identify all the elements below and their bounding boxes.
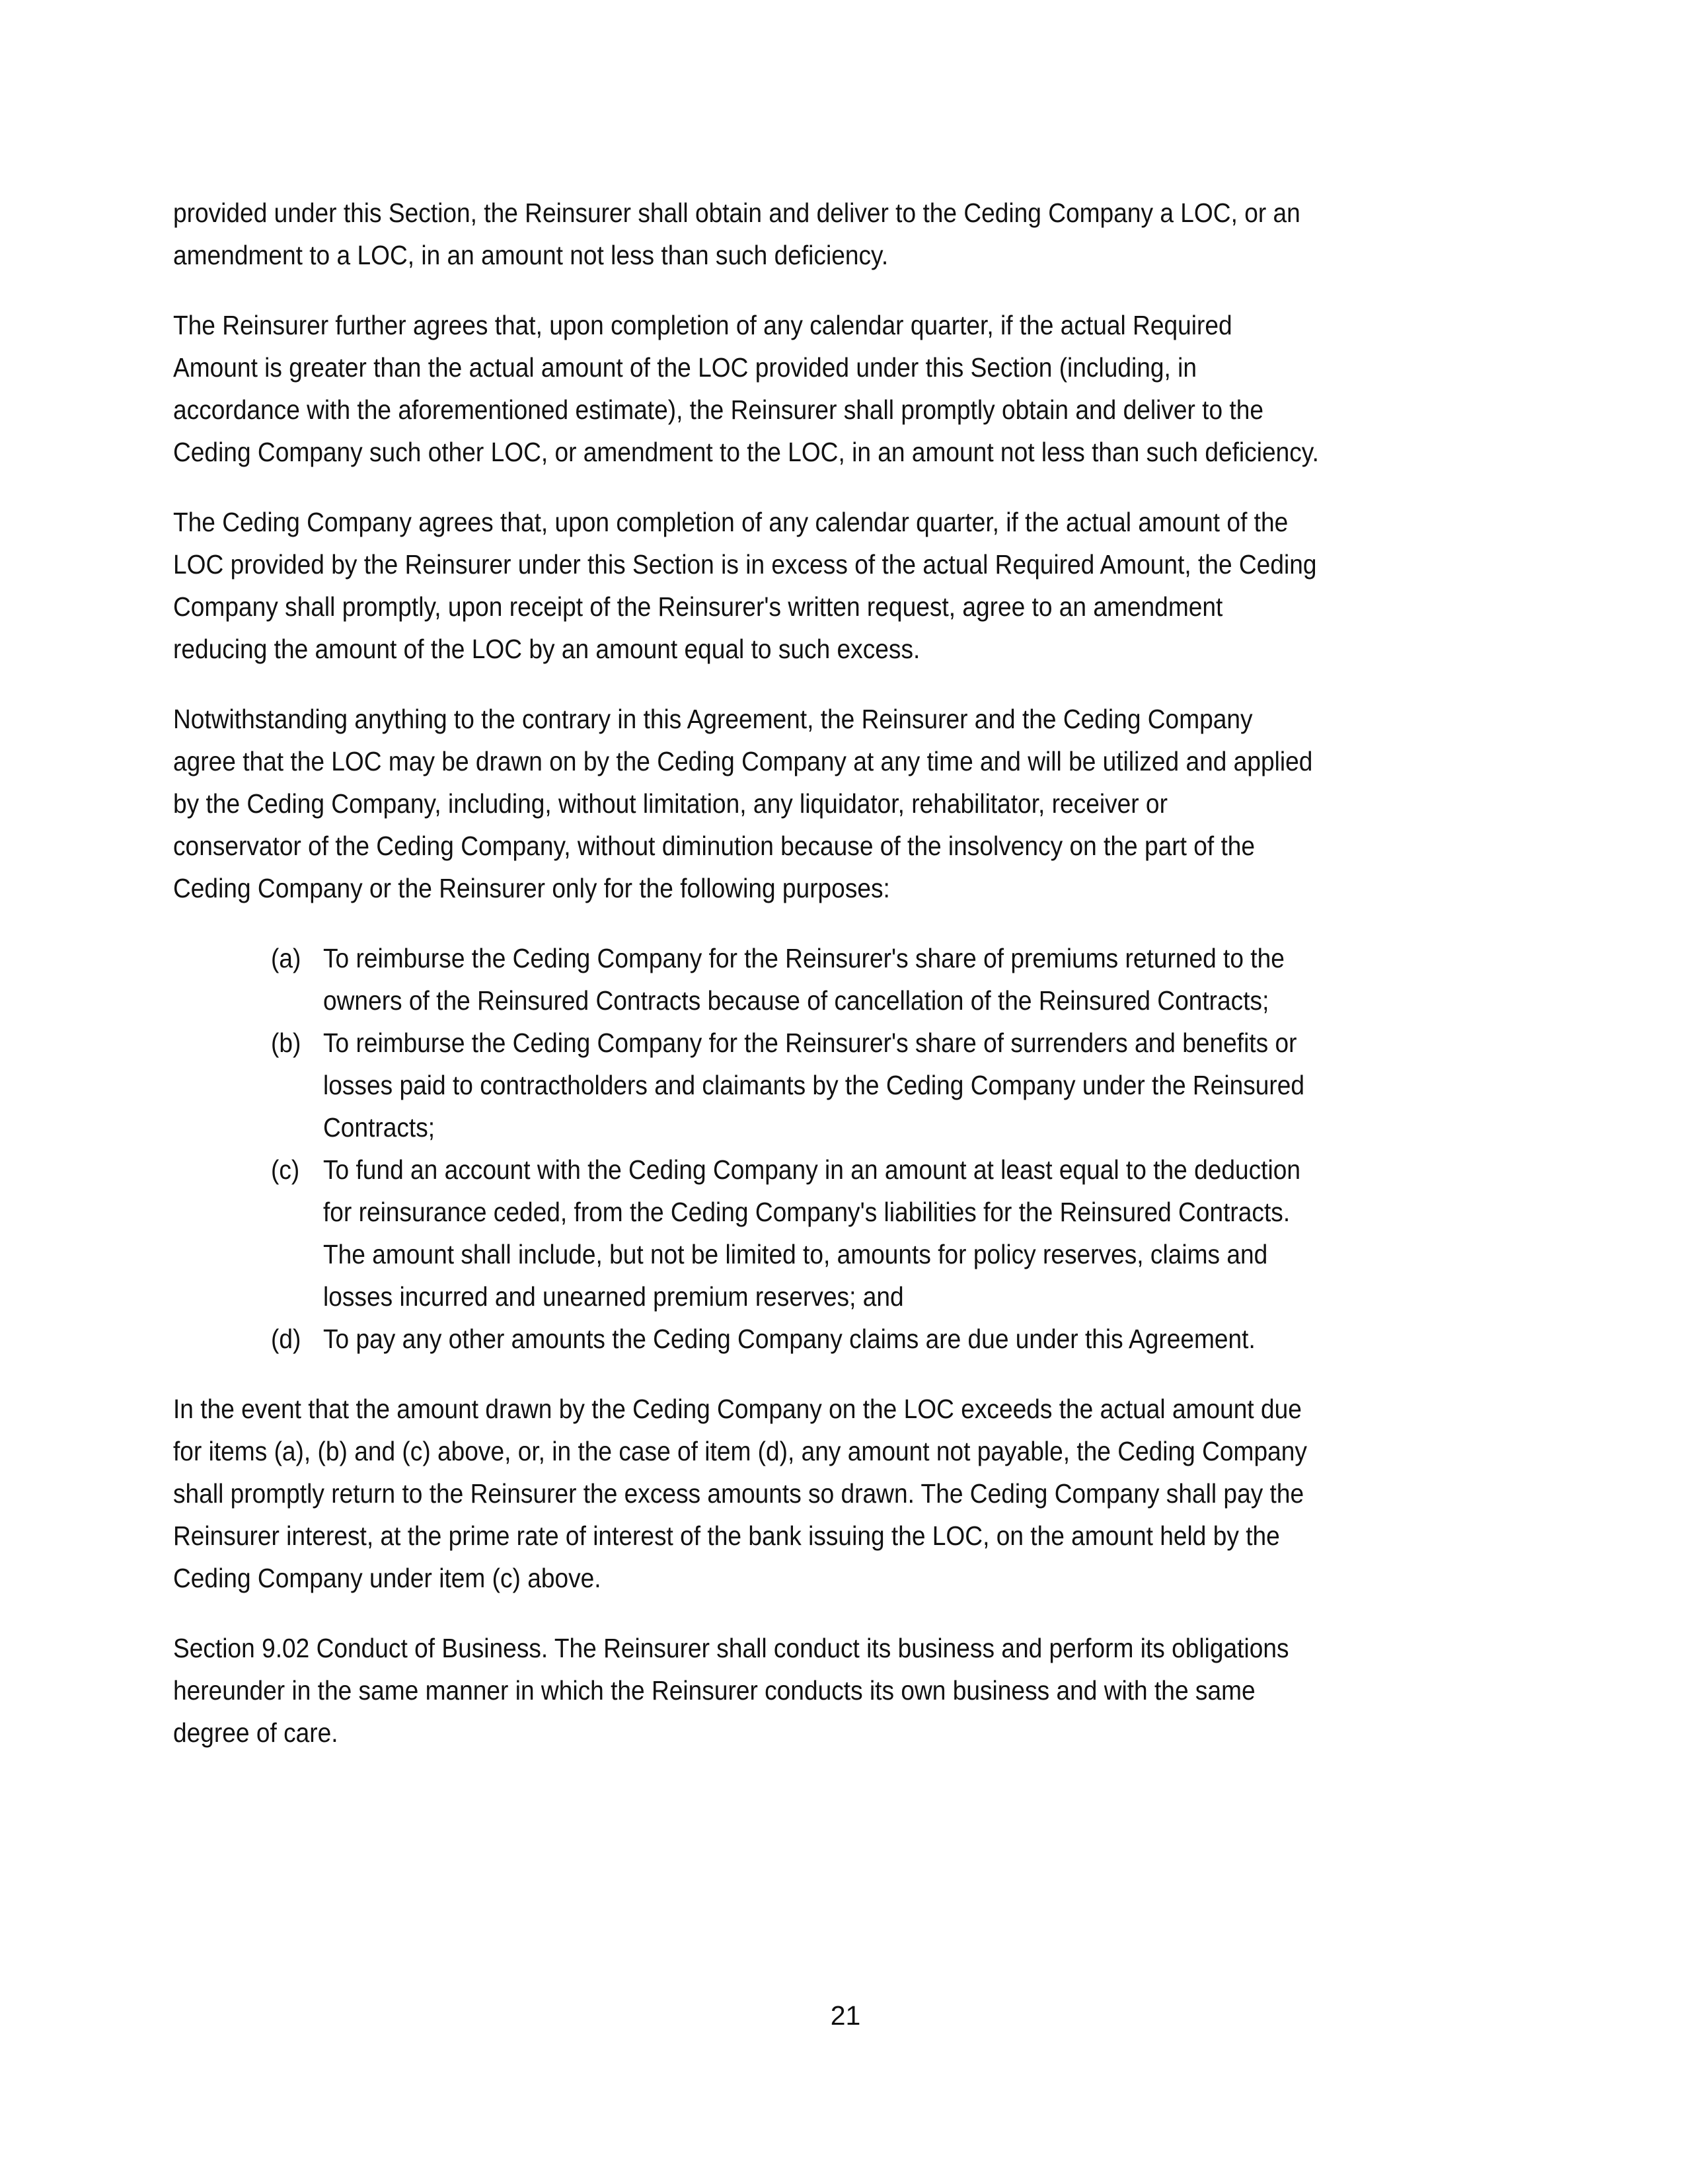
text-line: Ceding Company under item (c) above. xyxy=(173,1563,601,1593)
text-line: To pay any other amounts the Ceding Company claims are due under this Agreement. xyxy=(323,1324,1256,1354)
text-line: Reinsurer interest, at the prime rate of interest of the bank issuing the LOC, on the amount held by the xyxy=(173,1521,1280,1551)
text-line: amendment to a LOC, in an amount not less than such deficiency. xyxy=(173,240,889,270)
text-line: To fund an account with the Ceding Company in an amount at least equal to the deduction xyxy=(323,1154,1301,1185)
text-line: conservator of the Ceding Company, without diminution because of the insolvency on the part of the xyxy=(173,831,1256,861)
text-line: degree of care. xyxy=(173,1717,338,1748)
text-line: reducing the amount of the LOC by an amount equal to such excess. xyxy=(173,634,921,664)
text-line: The Reinsurer further agrees that, upon completion of any calendar quarter, if the actual Required xyxy=(173,310,1232,340)
text-line: Notwithstanding anything to the contrary in this Agreement, the Reinsurer and the Ceding Company xyxy=(173,704,1253,734)
text-line: Ceding Company or the Reinsurer only for the following purposes: xyxy=(173,873,890,903)
text-line: Ceding Company such other LOC, or amendment to the LOC, in an amount not less than such deficiency. xyxy=(173,437,1319,467)
list-item xyxy=(173,1022,1521,1148)
list-item-label: (c) xyxy=(271,1154,300,1185)
paragraph xyxy=(173,501,1521,670)
text-line: To reimburse the Ceding Company for the Reinsurer's share of premiums returned to the xyxy=(323,943,1285,973)
purposes-list xyxy=(173,937,1521,1360)
page-number: 21 xyxy=(830,2000,861,2031)
text-line: provided under this Section, the Reinsurer shall obtain and deliver to the Ceding Company a LOC, or an xyxy=(173,198,1300,228)
text-line: LOC provided by the Reinsurer under this Section is in excess of the actual Required Amount, the Ceding xyxy=(173,549,1317,580)
list-item xyxy=(173,937,1521,1022)
text-line: shall promptly return to the Reinsurer the excess amounts so drawn. The Ceding Company shall pay the xyxy=(173,1478,1304,1509)
list-item-label: (b) xyxy=(271,1028,301,1058)
text-line: losses paid to contractholders and claimants by the Ceding Company under the Reinsured xyxy=(323,1070,1305,1100)
text-line: In the event that the amount drawn by the Ceding Company on the LOC exceeds the actual amount due xyxy=(173,1394,1302,1424)
paragraph xyxy=(173,1627,1521,1754)
list-item-label: (a) xyxy=(271,943,301,973)
text-line: owners of the Reinsured Contracts because of cancellation of the Reinsured Contracts; xyxy=(323,985,1269,1016)
text-line: Company shall promptly, upon receipt of the Reinsurer's written request, agree to an amendment xyxy=(173,591,1223,622)
text-line: Section 9.02 Conduct of Business. The Reinsurer shall conduct its business and perform its obligations xyxy=(173,1633,1289,1663)
document-page xyxy=(173,192,1521,1782)
text-line: Amount is greater than the actual amount of the LOC provided under this Section (including, in xyxy=(173,352,1197,383)
text-line: To reimburse the Ceding Company for the Reinsurer's share of surrenders and benefits or xyxy=(323,1028,1297,1058)
list-item xyxy=(173,1318,1521,1360)
text-line: accordance with the aforementioned estimate), the Reinsurer shall promptly obtain and deliver to the xyxy=(173,395,1264,425)
list-item xyxy=(173,1148,1521,1318)
text-line: The amount shall include, but not be limited to, amounts for policy reserves, claims and xyxy=(323,1239,1268,1269)
text-line: agree that the LOC may be drawn on by the Ceding Company at any time and will be utilized and applied xyxy=(173,746,1313,776)
text-line: for items (a), (b) and (c) above, or, in the case of item (d), any amount not payable, the Ceding Company xyxy=(173,1436,1307,1466)
text-line: The Ceding Company agrees that, upon completion of any calendar quarter, if the actual amount of the xyxy=(173,507,1289,537)
text-line: losses incurred and unearned premium reserves; and xyxy=(323,1281,904,1312)
text-line: by the Ceding Company, including, without limitation, any liquidator, rehabilitator, receiver or xyxy=(173,788,1168,819)
paragraphs-before-list xyxy=(173,192,1521,909)
paragraphs-after-list xyxy=(173,1388,1521,1754)
paragraph xyxy=(173,1388,1521,1599)
list-item-label: (d) xyxy=(271,1324,301,1354)
text-line: Contracts; xyxy=(323,1112,435,1143)
paragraph xyxy=(173,698,1521,909)
text-line: hereunder in the same manner in which the Reinsurer conducts its own business and with the same xyxy=(173,1675,1256,1706)
text-line: for reinsurance ceded, from the Ceding Company's liabilities for the Reinsured Contracts. xyxy=(323,1197,1291,1227)
paragraph xyxy=(173,192,1521,276)
paragraph xyxy=(173,304,1521,473)
